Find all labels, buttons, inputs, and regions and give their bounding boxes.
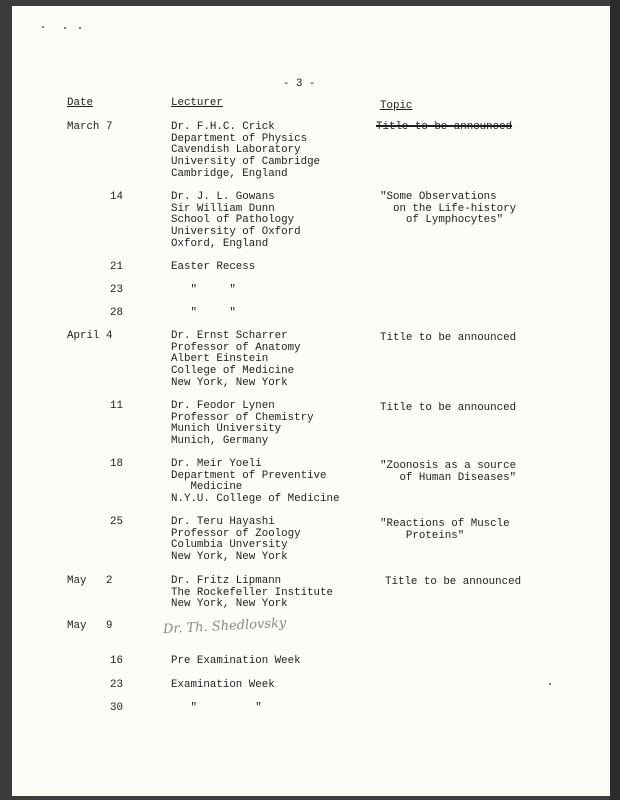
header-topic: Topic: [380, 100, 413, 112]
entry-topic: Title to be announced: [376, 121, 513, 133]
entry-lecturer: " ": [171, 307, 236, 319]
entry-day: 23: [110, 679, 123, 691]
entry-day: 7: [106, 121, 113, 133]
entry-day: 4: [106, 330, 113, 342]
entry-day: 28: [110, 307, 123, 319]
entry-day: 21: [110, 261, 123, 273]
entry-lecturer: " ": [171, 284, 236, 296]
entry-lecturer: Pre Examination Week: [171, 655, 301, 667]
handwritten-lecturer: Dr. Th. Shedlovsky: [162, 615, 287, 638]
entry-lecturer: Dr. Teru Hayashi Professor of Zoology Columbia Unversity New York, New York: [171, 516, 301, 564]
speck-mark: [64, 27, 66, 29]
entry-lecturer: Dr. J. L. Gowans Sir William Dunn School of Pathology University of Oxford Oxford, England: [171, 191, 301, 250]
entry-topic: "Zoonosis as a source of Human Diseases": [380, 460, 517, 484]
speck-mark: [549, 683, 551, 685]
entry-lecturer: Dr. Feodor Lynen Professor of Chemistry Munich University Munich, Germany: [171, 400, 314, 448]
entry-topic: "Some Observations on the Life-history of Lymphocytes": [380, 191, 517, 227]
entry-day: 30: [110, 702, 123, 714]
header-lecturer: Lecturer: [171, 97, 223, 109]
entry-lecturer: Dr. F.H.C. Crick Department of Physics Cavendish Laboratory University of Cambridge Cambridge, England: [171, 121, 321, 180]
entry-lecturer: " ": [171, 702, 262, 714]
entry-lecturer: Dr. Meir Yoeli Department of Preventive Medicine N.Y.U. College of Medicine: [171, 458, 340, 506]
page-number: - 3 -: [283, 78, 316, 90]
entry-day: 11: [110, 400, 123, 412]
entry-day: 25: [110, 516, 123, 528]
header-date: Date: [67, 97, 93, 109]
entry-topic: Title to be announced: [380, 332, 517, 344]
entry-month: March: [67, 121, 100, 133]
entry-day: 2: [106, 575, 113, 587]
entry-lecturer: Dr. Ernst Scharrer Professor of Anatomy Albert Einstein College of Medicine New York, New York: [171, 330, 301, 389]
speck-mark: [79, 27, 81, 29]
entry-month: April: [67, 330, 100, 342]
entry-month: May: [67, 620, 87, 632]
entry-lecturer: Dr. Fritz Lipmann The Rockefeller Institute New York, New York: [171, 575, 333, 611]
scan-edge: [610, 0, 620, 800]
entry-day: 23: [110, 284, 123, 296]
entry-day: 18: [110, 458, 123, 470]
entry-day: 9: [106, 620, 113, 632]
entry-topic: Title to be announced: [380, 402, 517, 414]
entry-topic: Title to be announced: [385, 576, 522, 588]
entry-topic: "Reactions of Muscle Proteins": [380, 518, 510, 542]
entry-day: 14: [110, 191, 123, 203]
speck-mark: [42, 26, 44, 28]
entry-day: 16: [110, 655, 123, 667]
entry-lecturer: Examination Week: [171, 679, 275, 691]
entry-month: May: [67, 575, 87, 587]
entry-lecturer: Easter Recess: [171, 261, 256, 273]
